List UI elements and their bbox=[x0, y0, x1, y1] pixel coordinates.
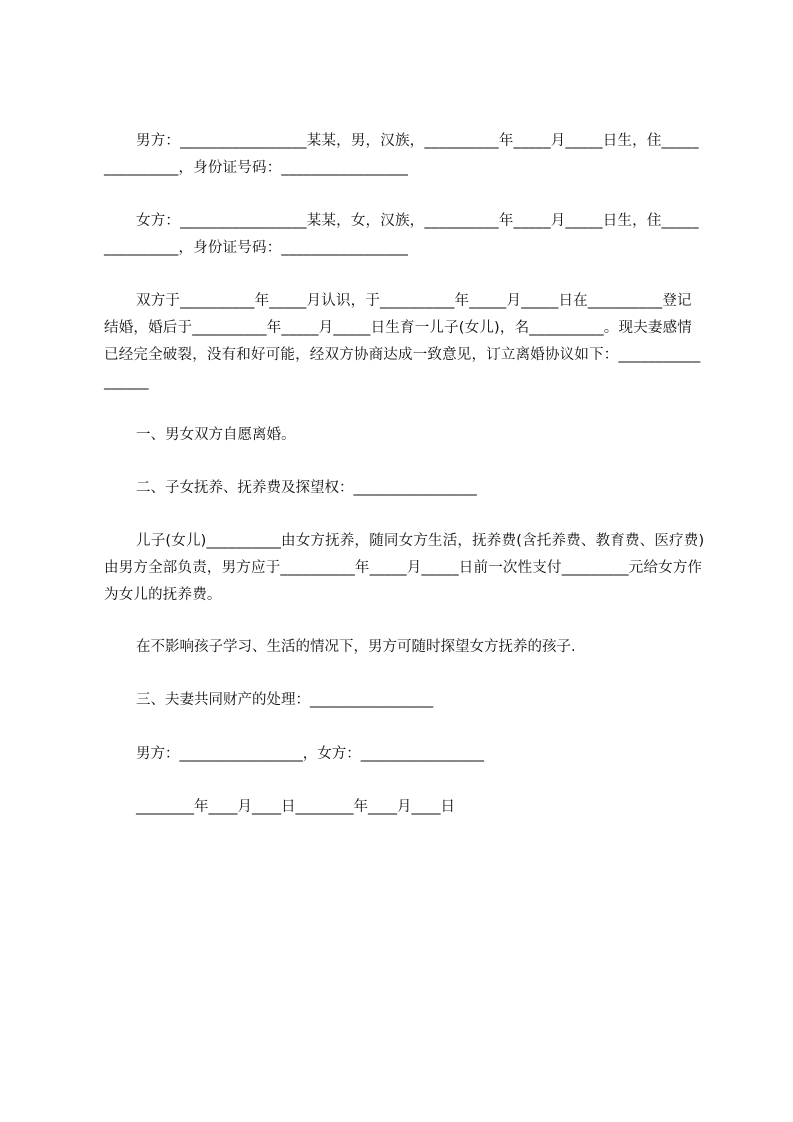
date-line: ________年____月____日________年____月____日 bbox=[136, 799, 455, 815]
clause-1-voluntary-divorce: 一、男女双方自愿离婚。 bbox=[136, 427, 296, 443]
custody-paragraph: 儿子(女儿)__________由女方抚养，随同女方生活，抚养费(含托养费、教育费、医疗费)由男方全部负责，男方应于__________年_____月_____日前一次性支付_________元给女方作为女儿的抚养费。 bbox=[104, 533, 705, 603]
visitation-paragraph: 在不影响孩子学习、生活的情况下，男方可随时探望女方抚养的孩子. bbox=[136, 639, 576, 655]
marriage-info-paragraph: 双方于__________年_____月认识，于__________年_____月_____日在__________登记结婚，婚后于__________年_____月_____日生育一儿子(女儿)，名__________。现夫妻感情已经完全破裂，没有和好可能，经双方协商达成一致意见，订立离婚协议如下：_________________ bbox=[104, 293, 701, 390]
clause-3-property: 三、夫妻共同财产的处理：_________________ bbox=[136, 692, 434, 708]
male-party-paragraph: 男方：_________________某某，男，汉族，__________年_____月_____日生，住_______________，身份证号码：_________________ bbox=[104, 133, 699, 176]
clause-2-child-support: 二、子女抚养、抚养费及探望权：_________________ bbox=[136, 480, 477, 496]
female-party-paragraph: 女方：_________________某某，女，汉族，__________年_____月_____日生，住_______________，身份证号码：_________________ bbox=[104, 213, 699, 256]
signature-line: 男方：_________________，女方：_________________ bbox=[136, 746, 484, 762]
